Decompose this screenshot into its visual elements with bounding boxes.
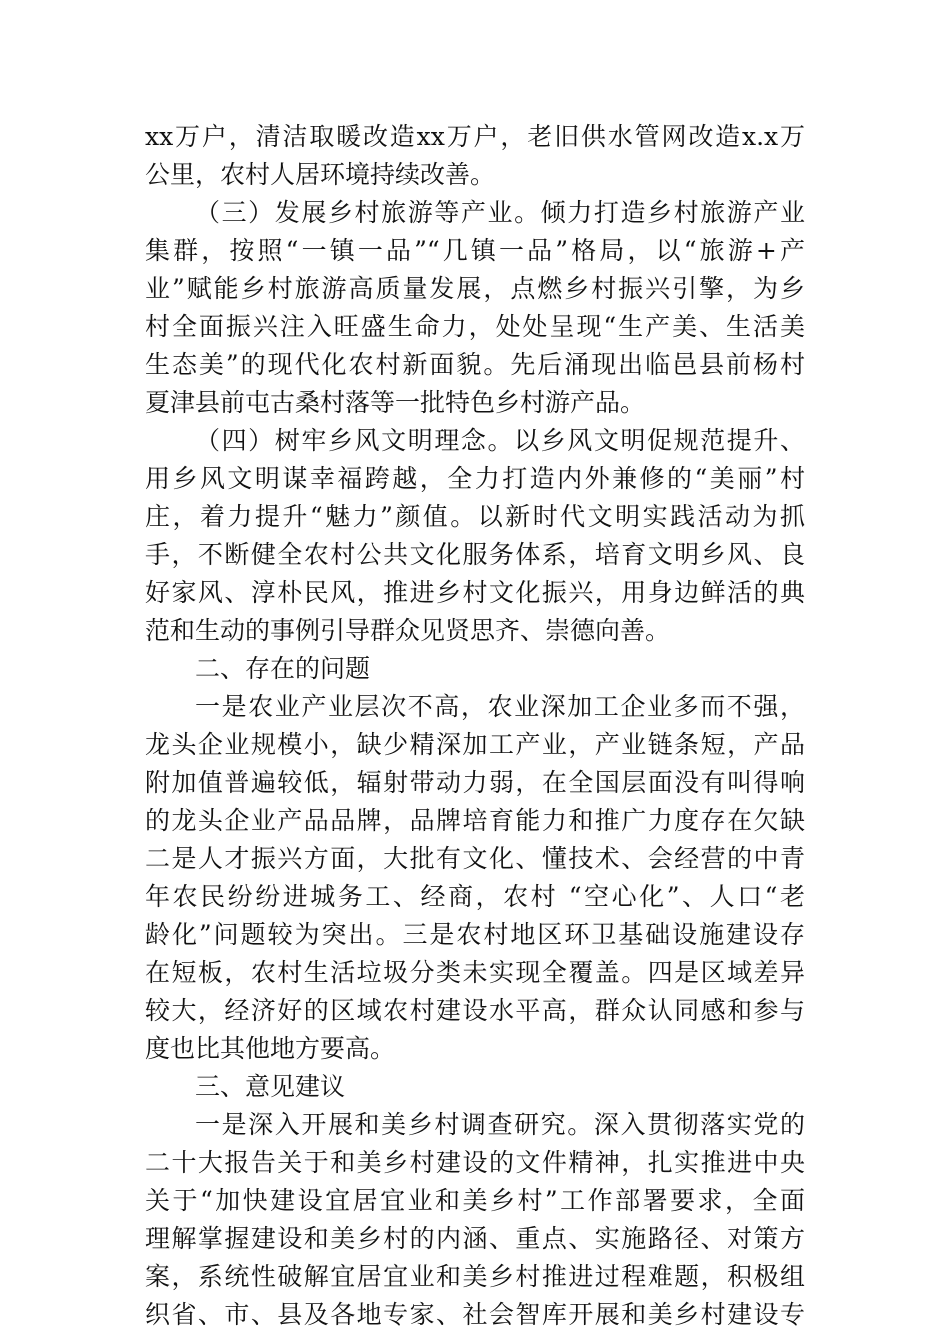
body-line: 的龙头企业产品品牌，品牌培育能力和推广力度存在欠缺 bbox=[145, 806, 805, 835]
body-line: 庄，着力提升“魅力”颜值。以新时代文明实践活动为抓 bbox=[145, 502, 805, 531]
body-line: 二是人才振兴方面，大批有文化、懂技术、会经营的中青 bbox=[145, 844, 805, 873]
body-line: 附加值普遍较低，辐射带动力弱，在全国层面没有叫得响 bbox=[145, 768, 805, 797]
body-line: 龙头企业规模小，缺少精深加工产业，产业链条短，产品 bbox=[145, 730, 805, 759]
body-line: 案，系统性破解宜居宜业和美乡村推进过程难题，积极组 bbox=[145, 1262, 805, 1291]
body-line: 范和生动的事例引导群众见贤思齐、崇德向善。 bbox=[145, 616, 671, 645]
body-line: 织省、市、县及各地专家、社会智库开展和美乡村建设专 bbox=[145, 1300, 805, 1329]
body-line: xx万户，清洁取暖改造xx万户，老旧供水管网改造x.x万 bbox=[145, 122, 805, 151]
body-line: 在短板，农村生活垃圾分类未实现全覆盖。四是区域差异 bbox=[145, 958, 805, 987]
document-body bbox=[145, 118, 805, 1334]
body-line: 夏津县前屯古桑村落等一批特色乡村游产品。 bbox=[145, 388, 646, 417]
body-line: 集群，按照“一镇一品”“几镇一品”格局，以“旅游+产 bbox=[145, 236, 805, 265]
section-heading: 三、意见建议 bbox=[195, 1072, 346, 1101]
section-paragraph-line: 一是农业产业层次不高，农业深加工企业多而不强， bbox=[195, 692, 805, 721]
body-line: 公里，农村人居环境持续改善。 bbox=[145, 160, 496, 189]
section-paragraph-line: 一是深入开展和美乡村调查研究。深入贯彻落实党的 bbox=[195, 1110, 805, 1139]
body-line: 手，不断健全农村公共文化服务体系，培育文明乡风、良 bbox=[145, 540, 805, 569]
body-line: 关于“加快建设宜居宜业和美乡村”工作部署要求，全面 bbox=[145, 1186, 805, 1215]
body-line: 生态美”的现代化农村新面貌。先后涌现出临邑县前杨村 bbox=[145, 350, 805, 379]
body-line: 较大，经济好的区域农村建设水平高，群众认同感和参与 bbox=[145, 996, 805, 1025]
body-line: 好家风、淳朴民风，推进乡村文化振兴，用身边鲜活的典 bbox=[145, 578, 805, 607]
body-line: 理解掌握建设和美乡村的内涵、重点、实施路径、对策方 bbox=[145, 1224, 805, 1253]
section-paragraph-line: （四）树牢乡风文明理念。以乡风文明促规范提升、 bbox=[195, 426, 805, 455]
body-line: 度也比其他地方要高。 bbox=[145, 1034, 396, 1063]
section-heading: 二、存在的问题 bbox=[195, 654, 371, 683]
body-line: 二十大报告关于和美乡村建设的文件精神，扎实推进中央 bbox=[145, 1148, 805, 1177]
section-paragraph-line: （三）发展乡村旅游等产业。倾力打造乡村旅游产业 bbox=[195, 198, 805, 227]
body-line: 业”赋能乡村旅游高质量发展，点燃乡村振兴引擎，为乡 bbox=[145, 274, 805, 303]
body-line: 年农民纷纷进城务工、经商，农村 “空心化”、人口“老 bbox=[145, 882, 805, 911]
body-line: 用乡风文明谋幸福跨越，全力打造内外兼修的“美丽”村 bbox=[145, 464, 805, 493]
body-line: 龄化”问题较为突出。三是农村地区环卫基础设施建设存 bbox=[145, 920, 805, 949]
body-line: 村全面振兴注入旺盛生命力，处处呈现“生产美、生活美 bbox=[145, 312, 805, 341]
